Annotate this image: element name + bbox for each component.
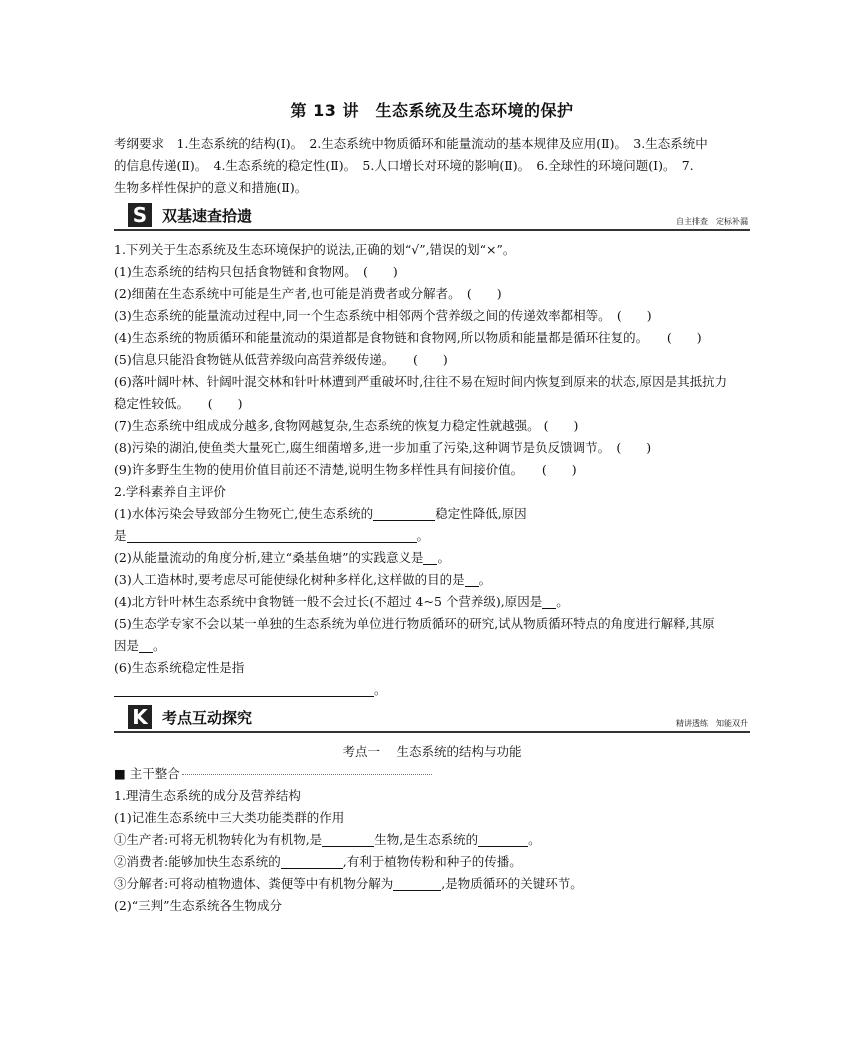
answer-blank[interactable] bbox=[139, 638, 153, 653]
requirements-line: 考纲要求 1.生态系统的结构(Ⅰ)。 2.生态系统中物质循环和能量流动的基本规律及应用(Ⅱ)。 3.生态系统中 bbox=[114, 136, 708, 151]
question-item: (3)人工造林时,要考虑尽可能使绿化树种多样化,这样做的目的是 。 bbox=[114, 572, 492, 587]
banner-subtitle: 精讲透练 知能双升 bbox=[676, 719, 748, 728]
answer-blank[interactable] bbox=[127, 528, 417, 543]
question-item: (1)水体污染会导致部分生物死亡,使生态系统的 稳定性降低,原因 bbox=[114, 506, 527, 521]
question-item: (8)污染的湖泊,使鱼类大量死亡,腐生细菌增多,进一步加重了污染,这种调节是负反馈调节。 ( ) bbox=[114, 440, 652, 455]
question-item: (2)从能量流动的角度分析,建立“桑基鱼塘”的实践意义是 。 bbox=[114, 550, 450, 565]
answer-blank[interactable] bbox=[281, 854, 343, 869]
banner-letter-icon: S bbox=[128, 203, 152, 227]
answer-blank[interactable] bbox=[393, 876, 441, 891]
question-item: (4)北方针叶林生态系统中食物链一般不会过长(不超过 4~5 个营养级),原因是 。 bbox=[114, 594, 569, 609]
requirements-line: 的信息传递(Ⅱ)。 4.生态系统的稳定性(Ⅱ)。 5.人口增长对环境的影响(Ⅱ)。 6.全球性的环境问题(Ⅰ)。 7. bbox=[114, 158, 694, 173]
question-item: 是 。 bbox=[114, 528, 430, 543]
subsection-item: ①生产者:可将无机物转化为有机物,是 生物,是生态系统的 。 bbox=[114, 832, 541, 847]
answer-blank[interactable] bbox=[478, 832, 528, 847]
document-page bbox=[114, 98, 750, 917]
question-item: (1)生态系统的结构只包括食物链和食物网。 ( ) bbox=[114, 264, 398, 279]
answer-blank[interactable] bbox=[373, 506, 435, 521]
question-heading: 1.下列关于生态系统及生态环境保护的说法,正确的划“√”,错误的划“×”。 bbox=[114, 242, 516, 257]
banner-subtitle: 自主排查 定标补漏 bbox=[676, 217, 748, 226]
answer-blank[interactable] bbox=[322, 832, 374, 847]
answer-blank[interactable] bbox=[114, 682, 374, 697]
banner-title: 双基速查拾遗 bbox=[162, 207, 253, 225]
answer-blank[interactable] bbox=[423, 550, 437, 565]
dotted-divider bbox=[182, 774, 432, 775]
question-item: (5)信息只能沿食物链从低营养级向高营养级传递。 ( ) bbox=[114, 352, 448, 367]
question-item: (7)生态系统中组成成分越多,食物网越复杂,生态系统的恢复力稳定性就越强。 ( ) bbox=[114, 418, 579, 433]
question-item: (6)生态系统稳定性是指 bbox=[114, 660, 245, 675]
section-banner-basics bbox=[114, 203, 750, 231]
question-item: (5)生态学专家不会以某一单独的生态系统为单位进行物质循环的研究,试从物质循环特点的角度进行解释,其原 bbox=[114, 616, 715, 631]
question-item: (2)细菌在生态系统中可能是生产者,也可能是消费者或分解者。 ( ) bbox=[114, 286, 502, 301]
question-item: (9)许多野生生物的使用价值目前还不清楚,说明生物多样性具有间接价值。 ( ) bbox=[114, 462, 577, 477]
answer-blank[interactable] bbox=[542, 594, 556, 609]
question-item: (4)生态系统的物质循环和能量流动的渠道都是食物链和食物网,所以物质和能量都是循环往复的。 ( ) bbox=[114, 330, 702, 345]
section-banner-exploration bbox=[114, 705, 750, 733]
page-title: 第 13 讲 生态系统及生态环境的保护 bbox=[290, 101, 574, 120]
subsection-item: (2)“三判”生态系统各生物成分 bbox=[114, 898, 282, 913]
banner-letter-icon: K bbox=[128, 705, 152, 729]
subsection-item: (1)记准生态系统中三大类功能类群的作用 bbox=[114, 810, 345, 825]
question-item: 。 bbox=[114, 679, 750, 701]
subsection-item: ②消费者:能够加快生态系统的 ,有利于植物传粉和种子的传播。 bbox=[114, 854, 522, 869]
answer-blank[interactable] bbox=[465, 572, 479, 587]
question-item: 因是 。 bbox=[114, 638, 166, 653]
banner-title: 考点互动探究 bbox=[162, 709, 253, 727]
subsection-heading: 1.理清生态系统的成分及营养结构 bbox=[114, 788, 301, 803]
subsection-item: ③分解者:可将动植物遗体、粪便等中有机物分解为 ,是物质循环的关键环节。 bbox=[114, 876, 583, 891]
question-item: (3)生态系统的能量流动过程中,同一个生态系统中相邻两个营养级之间的传递效率都相等。 ( ) bbox=[114, 308, 652, 323]
question-item: 稳定性较低。 ( ) bbox=[114, 396, 243, 411]
question-heading: 2.学科素养自主评价 bbox=[114, 484, 226, 499]
question-item: (6)落叶阔叶林、针阔叶混交林和针叶林遭到严重破坏时,往往不易在短时间内恢复到原来的状态,原因是其抵抗力 bbox=[114, 374, 728, 389]
requirements-line: 生物多样性保护的意义和措施(Ⅱ)。 bbox=[114, 180, 308, 195]
section-heading: ■ 主干整合 bbox=[114, 763, 750, 785]
topic-heading: 考点一 生态系统的结构与功能 bbox=[342, 744, 522, 759]
